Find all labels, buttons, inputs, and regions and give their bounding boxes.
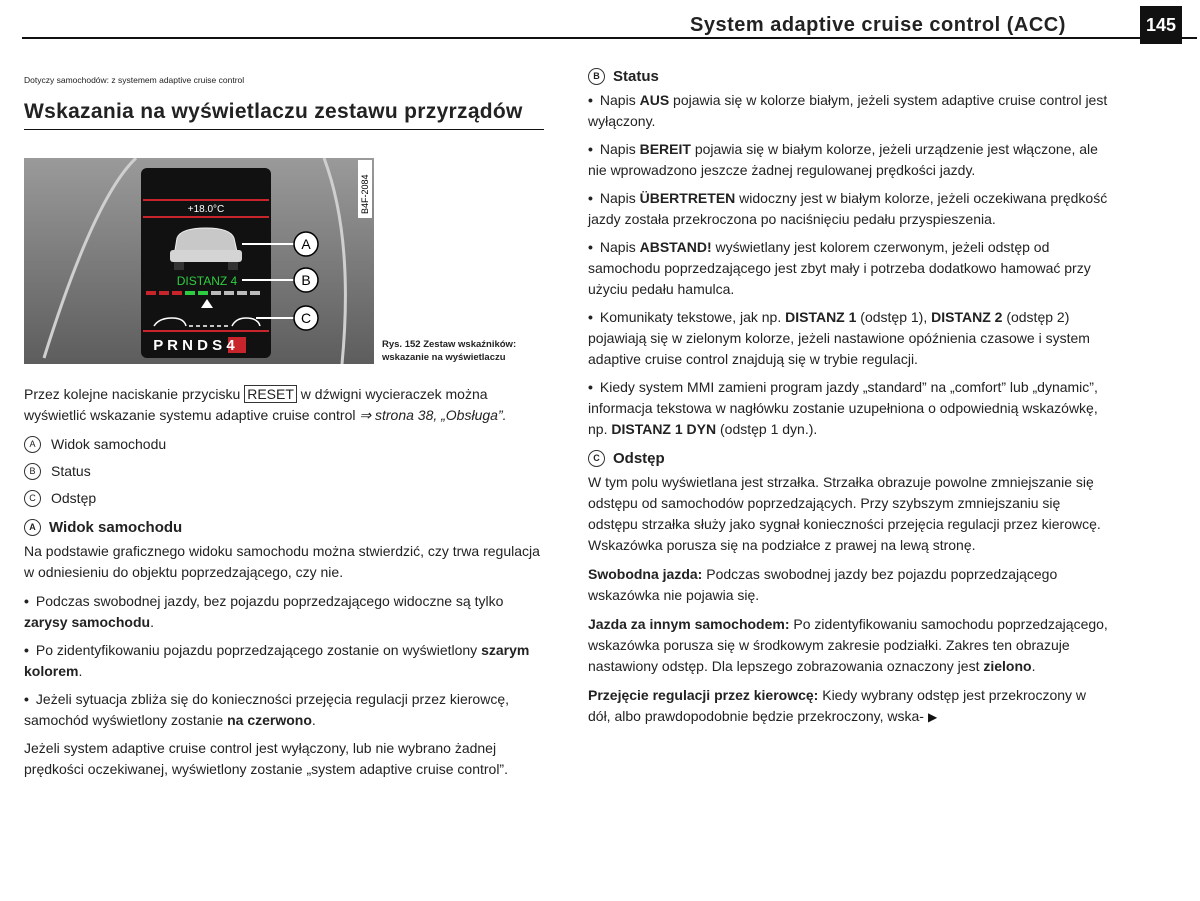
para-following: Jazda za innym samochodem: Po zidentyfikowaniu samochodu poprzedzającego, wskazówka porusza się w środkowym zakresie podziałki. Zakres ten obrazuje nastawiony odstęp. Dla lepszego zobrazowania oznaczony jest zielono. [588,616,1108,674]
red-line-top [143,199,269,201]
section-c-heading: C Odstęp [588,448,1108,469]
temp-readout: +18.0°C [187,204,225,215]
svg-text:A: A [301,236,311,252]
callout-a [294,232,318,256]
para-free-driving: Swobodna jazda: Podczas swobodnej jazdy bez pojazdu poprzedzającego wskazówka nie pojawia się. [588,566,1058,603]
bullet: • Po zidentyfikowaniu pojazdu poprzedzającego zostanie on wyświetlony szarym kolorem. [24,642,530,679]
red-line-mid [143,216,269,218]
svg-text:C: C [300,310,312,326]
bullet: • Kiedy system MMI zamieni program jazdy „standard” na „comfort” lub „dynamic”, informacja tekstowa w nagłówku zostanie uzupełniona o odpowiednią wskazówkę, np. DISTANZ 1 DYN (odstęp 1 dyn.). [588,379,1098,437]
svg-text:B: B [301,272,311,288]
legend-item-c: C Odstęp [24,488,544,509]
red-line-bottom [143,330,269,332]
bullet: • Podczas swobodnej jazdy, bez pojazdu poprzedzającego widoczne są tylko zarysy samochodu. [24,593,504,630]
continue-arrow-icon: ▶ [927,710,938,724]
left-column [24,70,544,788]
para-takeover: Przejęcie regulacji przez kierowcę: Kiedy wybrany odstęp jest przekroczony w dół, albo prawdopodobnie będzie przekroczony, wska- ▶ [588,687,1087,724]
heading-rule [24,129,544,130]
display-screen [141,168,271,358]
header-rule [22,37,1197,39]
closing-paragraph: Jeżeli system adaptive cruise control jest wyłączony, lub nie wybrano żadnej prędkości oczekiwanej, wyświetlony zostanie „system adaptive cruise control”. [24,740,508,777]
page-reference: ⇒ strona 38, „Obsługa”. [359,407,507,423]
bullet: • Napis AUS pojawia się w kolorze białym, jeżeli system adaptive cruise control jest wyłączony. [588,92,1108,129]
distanz-text: DISTANZ 4 [176,274,238,288]
section-c-text: W tym polu wyświetlana jest strzałka. Strzałka obrazuje powolne zmniejszanie się odstępu od samochodów poprzedzających. Przy szybszym zmniejszaniu się odstępu strzałka służy jako sygnał konieczności przejęcia regulacji przez kierowcę. Wskazówka porusza się na podziałce z prawej na lewą stronę. [588,474,1101,553]
section-a-heading: A Widok samochodu [24,517,544,538]
section-b-heading: B Status [588,66,1108,87]
bullet: • Napis ABSTAND! wyświetlany jest kolorem czerwonym, jeżeli odstęp od samochodu poprzedzającego jest zbyt mały i potrzeba dodatkowo hamować przy użyciu pedału hamulca. [588,239,1091,297]
callout-c [294,306,318,330]
section-heading: Wskazania na wyświetlaczu zestawu przyrządów [24,100,523,123]
bullet: • Napis ÜBERTRETEN widoczny jest w białym kolorze, jeżeli oczekiwana prędkość jazdy została przekroczona po naciśnięciu pedału przyspieszenia. [588,190,1108,227]
bullet: • Napis BEREIT pojawia się w białym kolorze, jeżeli urządzenie jest włączone, ale nie wprowadzono jeszcze żadnej regulowanej prędkości jazdy. [588,141,1098,178]
instrument-cluster-illustration [24,158,374,364]
figure-code: B4F-2084 [360,174,370,214]
distance-scale [146,291,260,295]
intro-paragraph: Przez kolejne naciskanie przycisku RESET w dźwigni wycieraczek można wyświetlić wskazanie systemu adaptive cruise control ⇒ strona 38, „Obsługa”. [24,386,507,423]
figure-caption: Rys. 152 Zestaw wskaźników: wskazanie na wyświetlaczu [382,339,517,363]
right-column [588,66,1108,736]
bullet: • Jeżeli sytuacja zbliża się do konieczności przejęcia regulacji przez kierowcę, samochód wyświetlony zostanie na czerwono. [24,691,510,728]
gear-indicator: P R N D S 4 [153,337,235,354]
reset-key: RESET [244,385,297,403]
section-a-text: Na podstawie graficznego widoku samochodu można stwierdzić, czy trwa regulacja w odniesieniu do objektu poprzedzającego, czy nie. [24,543,540,580]
bullet: • Komunikaty tekstowe, jak np. DISTANZ 1 (odstęp 1), DISTANZ 2 (odstęp 2) pojawiają się w zielonym kolorze, jeżeli nastawione opóźnienia czasowe i system adaptive cruise control znajdują się w trybie regulacji. [588,309,1090,367]
running-header-title: System adaptive cruise control (ACC) [690,14,1066,36]
page-number: 145 [1140,6,1182,44]
legend-item-a: A Widok samochodu [24,434,544,455]
legend-item-b: B Status [24,461,544,482]
figure-152 [24,158,544,364]
callout-b [294,268,318,292]
applies-to-note: Dotyczy samochodów: z systemem adaptive cruise control [24,75,245,85]
